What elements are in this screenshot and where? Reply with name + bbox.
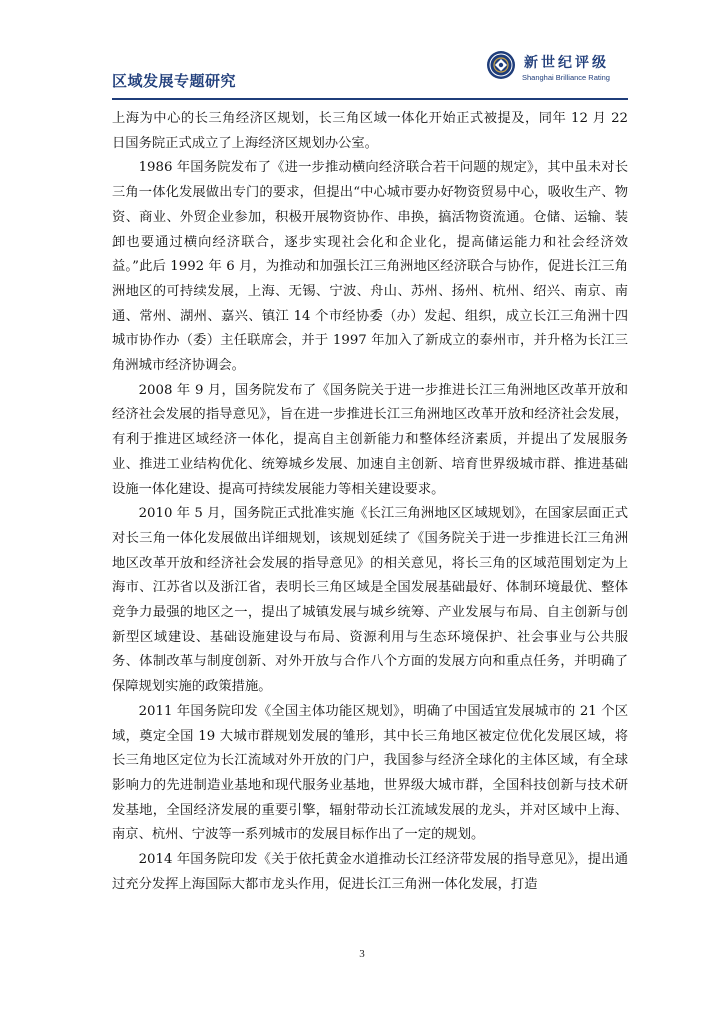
logo-emblem-icon: [486, 50, 516, 80]
paragraph-5: 2011 年国务院印发《全国主体功能区规划》，明确了中国适宜发展城市的 21 个区域，奠定全国 19 大城市群规划发展的雏形，其中长三角地区被定位优化发展区域，将长三角地区定位为长江流域对外开放的门户，我国参与经济全球化的主体区域，有全球影响力的先进制造业基地和现代服务业基地，世界级大城市群，全国科技创新与技术研发基地，全国经济发展的重要引擎，辐射带动长江流域发展的龙头，并对区域中上海、南京、杭州、宁波等一系列城市的发展目标作出了一定的规划。: [112, 703, 628, 843]
logo-chinese-name: 新世纪评级: [524, 55, 609, 71]
paragraph-4: 2010 年 5 月，国务院正式批准实施《长江三角洲地区区域规划》，在国家层面正式对长三角一体化发展做出详细规划，该规划延续了《国务院关于进一步推进长江三角洲地区改革开放和经济社会发展的指导意见》的相关意见，将长三角的区域范围划定为上海市、江苏省以及浙江省，表明长三角区域是全国发展基础最好、体制环境最优、整体竞争力最强的地区之一，提出了城镇发展与城乡统筹、产业发展与布局、自主创新与创新型区域建设、基础设施建设与布局、资源利用与生态环境保护、社会事业与公共服务、体制改革与制度创新、对外开放与合作八个方面的发展方向和重点任务，并明确了保障规划实施的政策措施。: [112, 506, 628, 695]
page-number: 3: [359, 948, 365, 960]
paragraph-6: 2014 年国务院印发《关于依托黄金水道推动长江经济带发展的指导意见》，提出通过充分发挥上海国际大都市龙头作用，促进长江三角洲一体化发展，打造: [112, 852, 628, 892]
page-header: [112, 46, 628, 98]
header-divider: [112, 98, 628, 100]
paragraph-3: 2008 年 9 月，国务院发布了《国务院关于进一步推进长江三角洲地区改革开放和经济社会发展的指导意见》，旨在进一步推进长江三角洲地区改革开放和经济社会发展，有利于推进区域经济一体化，提高自主创新能力和整体经济素质，并提出了发展服务业、推进工业结构优化、统筹城乡发展、加速自主创新、培育世界级城市群、推进基础设施一体化建设、提高可持续发展能力等相关建设要求。: [112, 382, 628, 497]
document-body: [112, 107, 628, 898]
paragraph-1: 上海为中心的长三角经济区规划，长三角区域一体化开始正式被提及，同年 12 月 22 日国务院正式成立了上海经济区规划办公室。: [112, 111, 628, 151]
logo-english-name: Shanghai Brilliance Rating: [522, 73, 610, 82]
section-title: 区域发展专题研究: [112, 72, 237, 90]
paragraph-2: 1986 年国务院发布了《进一步推动横向经济联合若干问题的规定》，其中虽未对长三角一体化发展做出专门的要求，但提出“中心城市要办好物资贸易中心，吸收生产、物资、商业、外贸企业参加，积极开展物资协作、串换，搞活物资流通。仓储、运输、装卸也要通过横向经济联合，逐步实现社会化和企业化，提高储运能力和社会经济效益。”此后 1992 年 6 月，为推动和加强长江三角洲地区经济联合与协作，促进长江三角洲地区的可持续发展，上海、无锡、宁波、舟山、苏州、扬州、杭州、绍兴、南京、南通、常州、湖州、嘉兴、镇江 14 个市经协委（办）发起、组织，成立长江三角洲十四城市协作办（委）主任联席会，并于 1997 年加入了新成立的泰州市，并升格为长江三角洲城市经济协调会。: [112, 160, 628, 374]
